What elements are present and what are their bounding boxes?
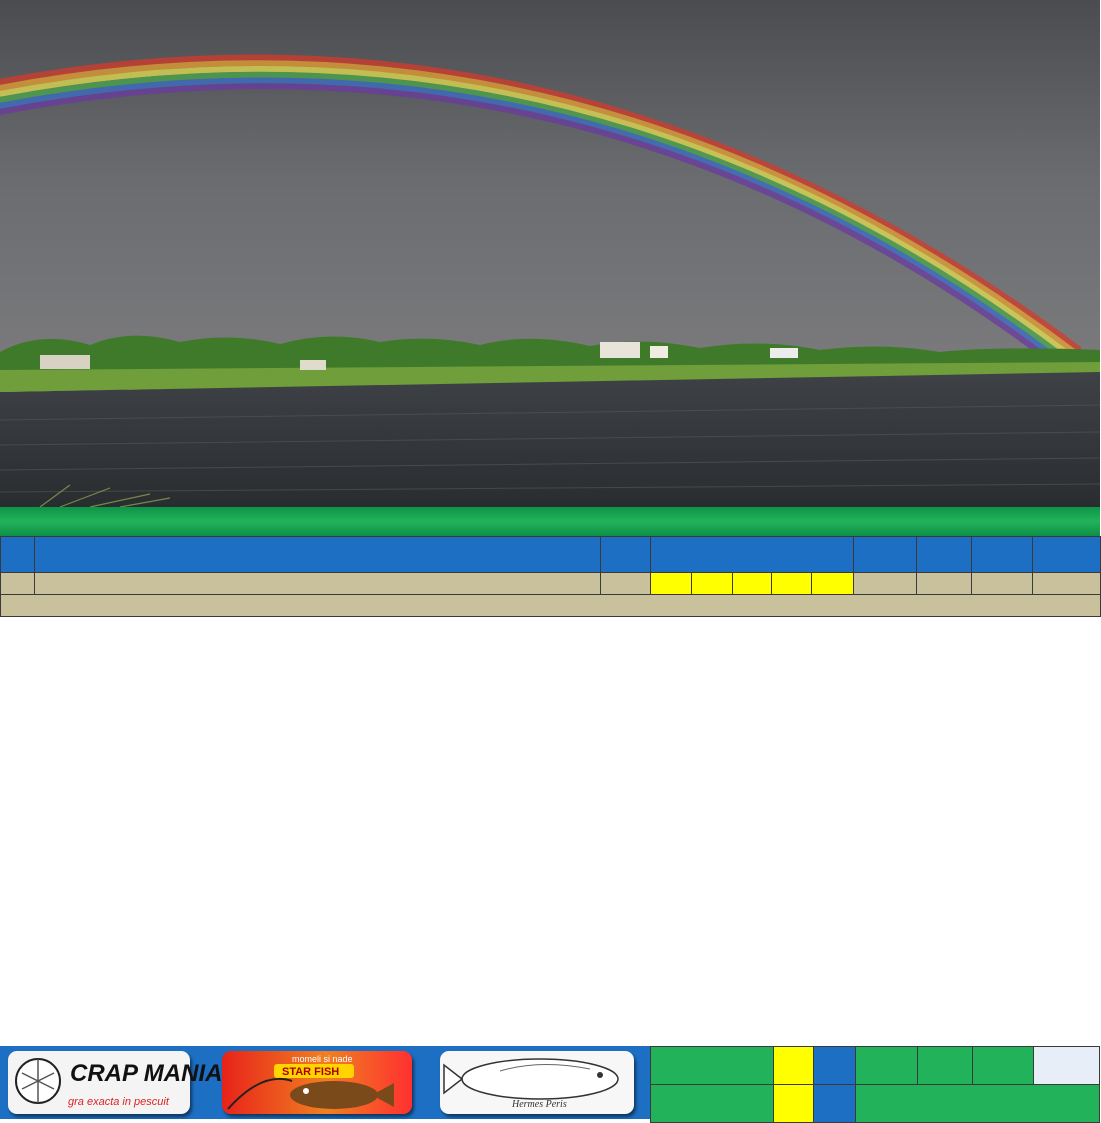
star-fish-logo xyxy=(222,1051,412,1114)
unit-kg xyxy=(854,573,917,595)
notificari-label xyxy=(855,1085,1099,1123)
svg-text:momeli si nade: momeli si nade xyxy=(292,1054,353,1064)
total-buc xyxy=(973,1047,1034,1085)
section-separator xyxy=(1,595,1101,617)
col-header-total xyxy=(854,537,917,573)
lap-header-3 xyxy=(733,573,772,595)
col-header-media xyxy=(972,537,1033,573)
cmmc-a-value xyxy=(773,1047,813,1085)
subheader-row xyxy=(1,573,1101,595)
svg-text:STAR FISH: STAR FISH xyxy=(282,1066,340,1078)
total-kg xyxy=(918,1047,973,1085)
svg-text:Hermes Peris: Hermes Peris xyxy=(512,1099,567,1110)
col-header-loc xyxy=(1033,537,1101,573)
col-header-nr-buc xyxy=(917,537,972,573)
total-label xyxy=(855,1047,918,1085)
header-photo xyxy=(0,0,1100,507)
lap-header-1 xyxy=(651,573,692,595)
crap-mania-logo xyxy=(8,1051,223,1114)
unit-kg-buc xyxy=(972,573,1033,595)
unit-general xyxy=(1033,573,1101,595)
footer xyxy=(0,1046,1100,1119)
col-header-echipa xyxy=(35,537,601,573)
col-header-stand xyxy=(601,537,651,573)
lap-header-2 xyxy=(692,573,733,595)
lap-header-5 xyxy=(812,573,854,595)
lap-header-4 xyxy=(772,573,812,595)
cmmc-b-label xyxy=(651,1085,774,1123)
svg-text:CRAP MANIA: CRAP MANIA xyxy=(70,1060,223,1087)
results-table xyxy=(0,536,1101,617)
title-bar xyxy=(0,507,1100,536)
hermes-peris-logo xyxy=(440,1051,634,1114)
cmmc-b-value xyxy=(773,1085,813,1123)
header-row xyxy=(1,537,1101,573)
col-header-nr xyxy=(1,537,35,573)
svg-text:gra exacta in pescuit: gra exacta in pescuit xyxy=(68,1096,169,1108)
cmmc-a-label xyxy=(651,1047,774,1085)
col-header-capturi xyxy=(651,537,854,573)
unit-buc xyxy=(917,573,972,595)
total-media xyxy=(1034,1047,1100,1085)
